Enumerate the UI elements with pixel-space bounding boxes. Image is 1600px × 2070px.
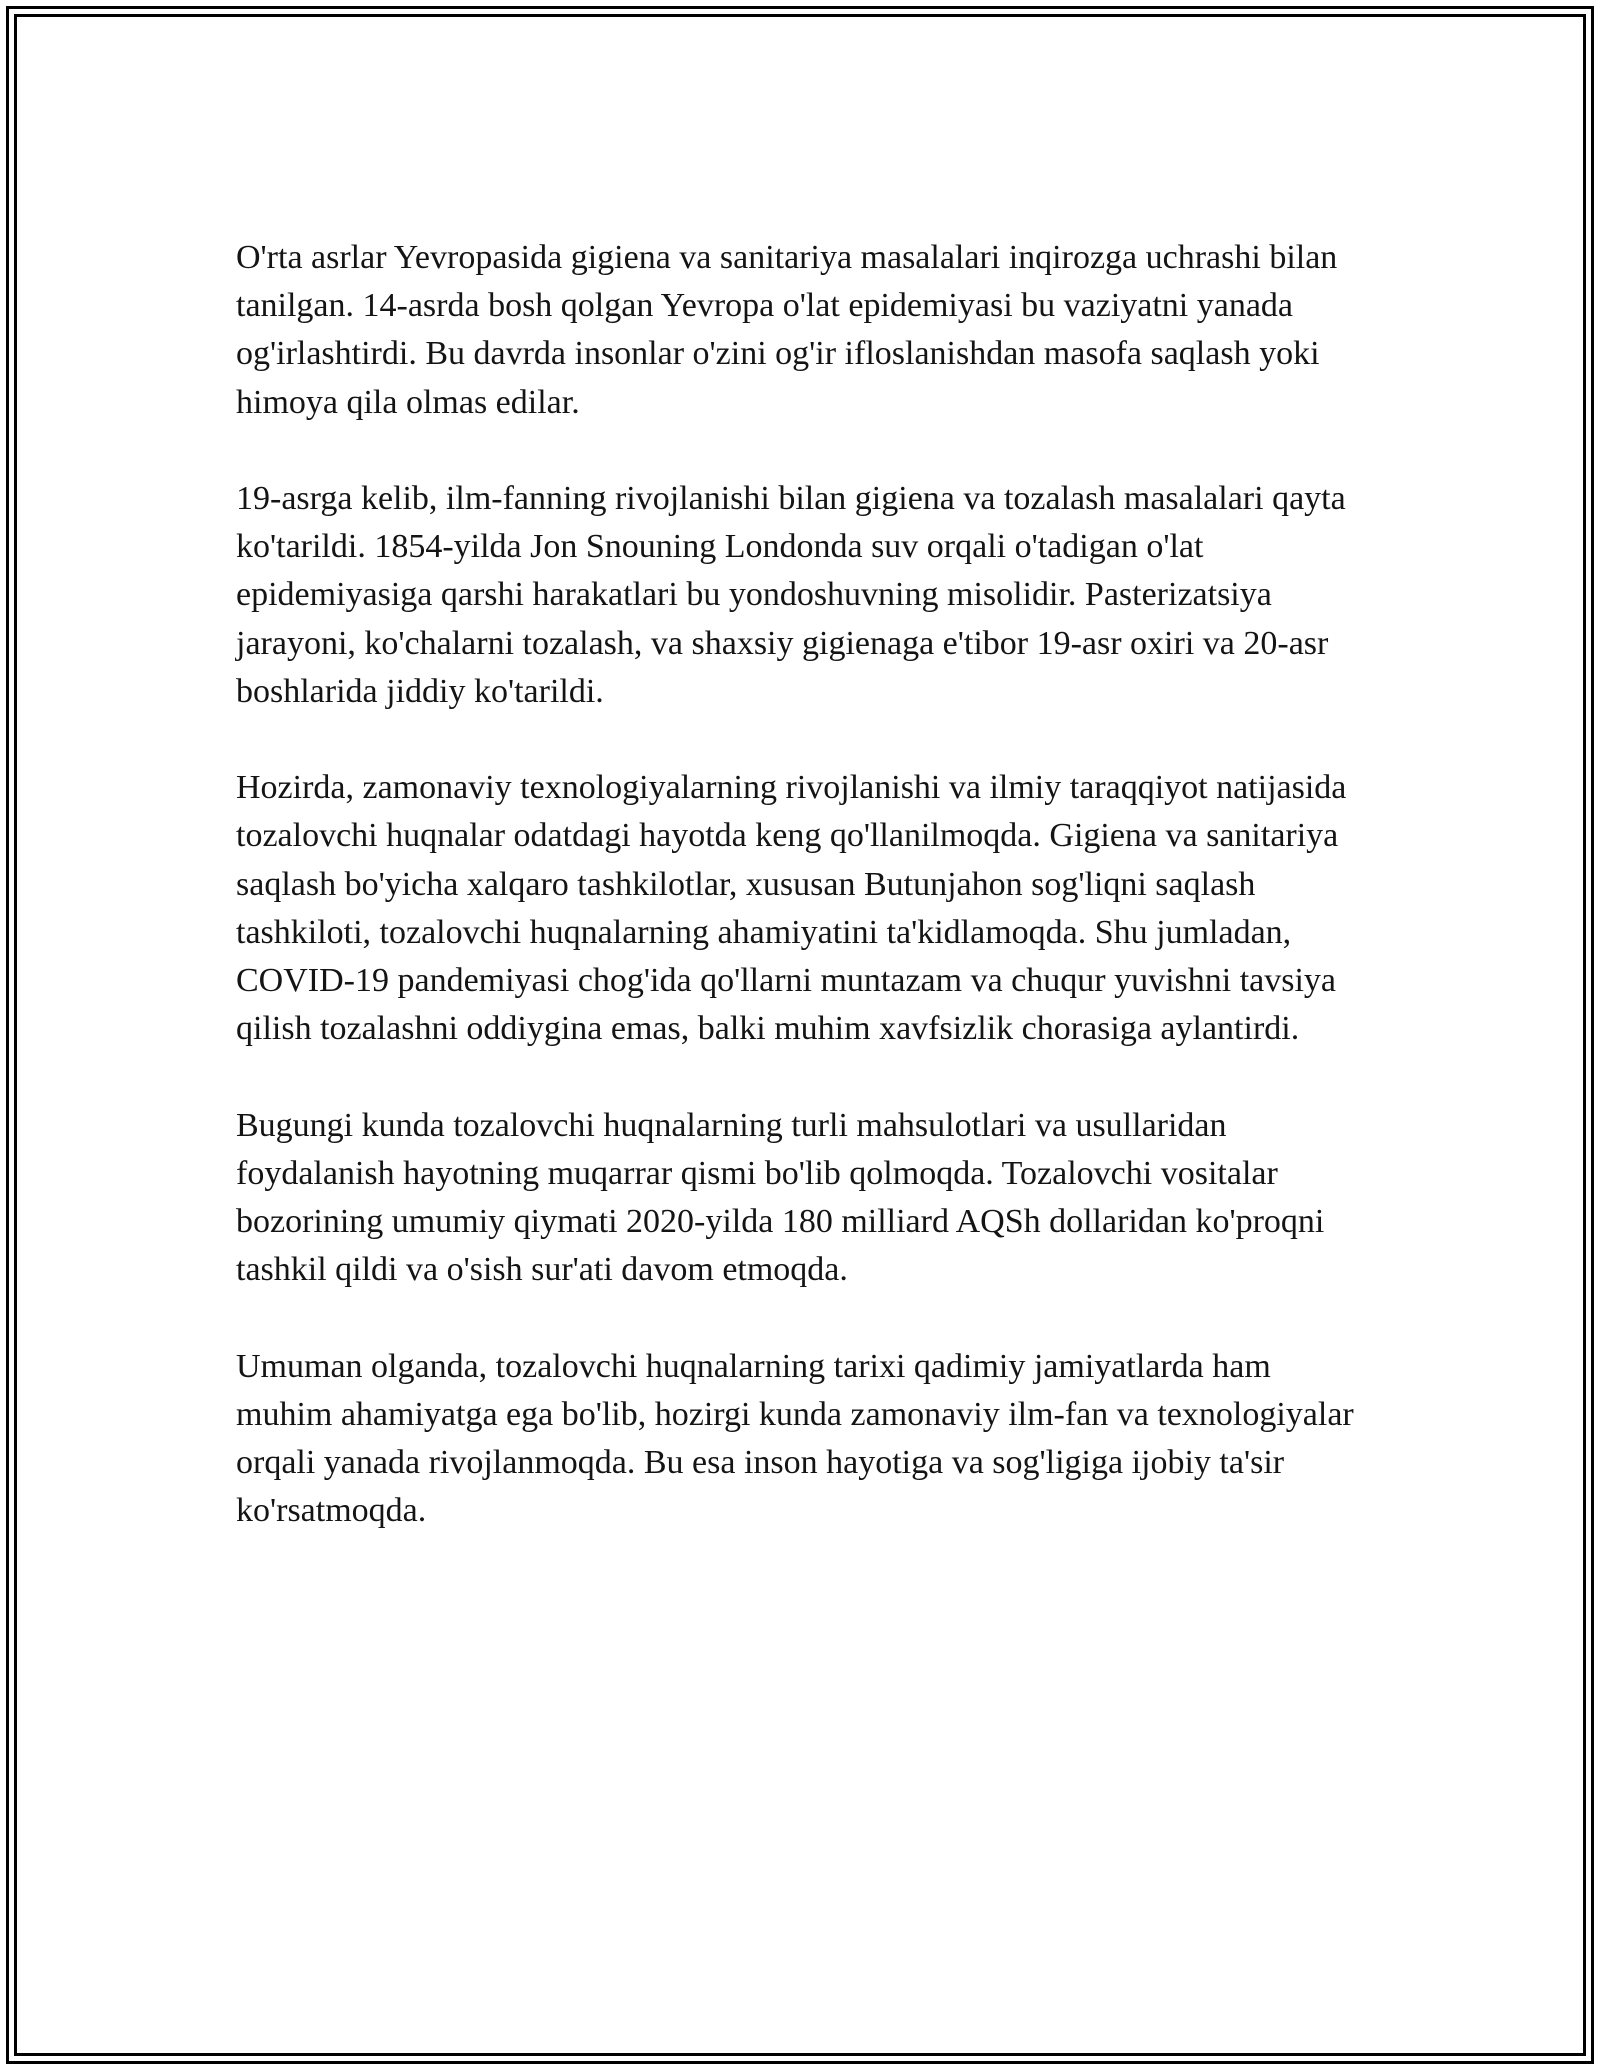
paragraph-4: Bugungi kunda tozalovchi huqnalarning turli mahsulotlari va usullaridan foydalanish hayotning muqarrar qismi bo'lib qolmoqda. Tozalovchi vositalar bozorining umumiy qiymati 2020-yilda 180 milliard AQSh dollaridan ko'proqni tashkil qildi va o'sish sur'ati davom etmoqda. [236,1106,1325,1289]
paragraph-2: 19-asrga kelib, ilm-fanning rivojlanishi bilan gigiena va tozalash masalalari qayta ko'tarildi. 1854-yilda Jon Snouning Londonda suv orqali o'tadigan o'lat epidemiyasiga qarshi harakatlari bu yondoshuvning misolidir. Pasterizatsiya jarayoni, ko'chalarni tozalash, va shaxsiy gigienaga e'tibor 19-asr oxiri va 20-asr boshlarida jiddiy ko'tarildi. [236,480,1346,710]
document-body [236,234,1371,1584]
paragraph-1: O'rta asrlar Yevropasida gigiena va sanitariya masalalari inqirozga uchrashi bilan tanilgan. 14-asrda bosh qolgan Yevropa o'lat epidemiyasi bu vaziyatni yanada og'irlashtirdi. Bu davrda insonlar o'zini og'ir ifloslanishdan masofa saqlash yoki himoya qila olmas edilar. [236,239,1338,421]
paragraph-5: Umuman olganda, tozalovchi huqnalarning tarixi qadimiy jamiyatlarda ham muhim ahamiyatga ega bo'lib, hozirgi kunda zamonaviy ilm-fan va texnologiyalar orqali yanada rivojlanmoqda. Bu esa inson hayotiga va sog'ligiga ijobiy ta'sir ko'rsatmoqda. [236,1347,1354,1530]
paragraph-3: Hozirda, zamonaviy texnologiyalarning rivojlanishi va ilmiy taraqqiyot natijasida tozalovchi huqnalar odatdagi hayotda keng qo'llanilmoqda. Gigiena va sanitariya saqlash bo'yicha xalqaro tashkilotlar, xususan Butunjahon sog'liqni saqlash tashkiloti, tozalovchi huqnalarning ahamiyatini ta'kidlamoqda. Shu jumladan, COVID-19 pandemiyasi chog'ida qo'llarni muntazam va chuqur yuvishni tavsiya qilish tozalashni oddiygina emas, balki muhim xavfsizlik chorasiga aylantirdi. [236,769,1347,1048]
